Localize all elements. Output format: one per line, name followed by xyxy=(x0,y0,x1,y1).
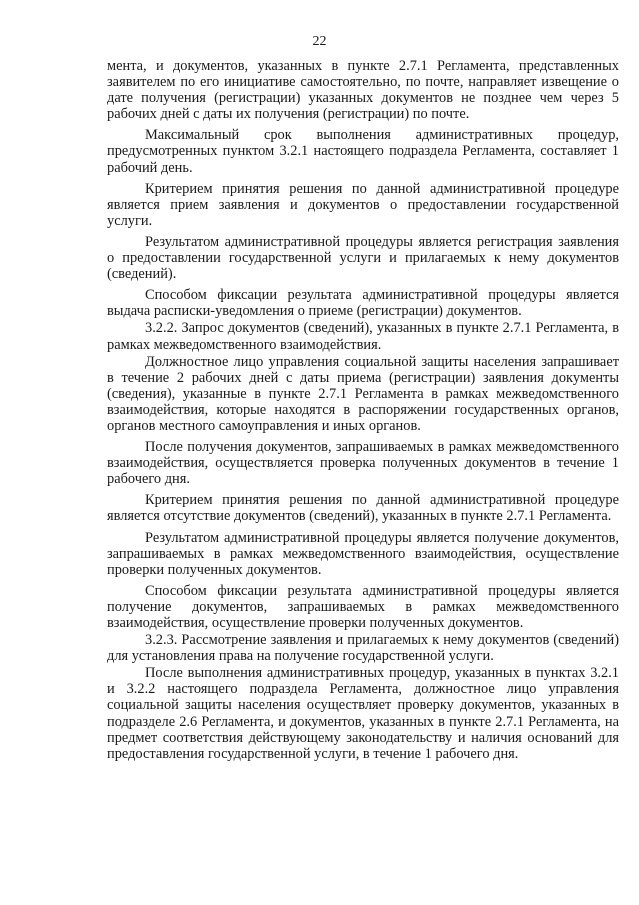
paragraph-after-procedures: После выполнения административных процедур, указанных в пунктах 3.2.1 и 3.2.2 настоящего подраздела Регламента, должностное лицо управления социальной защиты населения осуществляет проверку документов, указанных в подразделе 2.6 Регламента, и документов, указанных в пункте 2.7.1 Регламента, на предмет соответствия действующему законодательству и наличия оснований для предоставления государственной услуги, в течение 1 рабочего дня. xyxy=(107,665,619,762)
paragraph-section-3-2-3: 3.2.3. Рассмотрение заявления и прилагаемых к нему документов (сведений) для установления права на получение государственной услуги. xyxy=(107,632,619,665)
paragraph-max-time: Максимальный срок выполнения административных процедур, предусмотренных пунктом 3.2.1 настоящего подраздела Регламента, составляет 1 рабочий день. xyxy=(107,127,619,176)
paragraph-result-1: Результатом административной процедуры является регистрация заявления о предоставлении государственной услуги и прилагаемых к нему документов (сведений). xyxy=(107,233,619,283)
paragraph-criterion-1: Критерием принятия решения по данной административной процедуре является прием заявления и документов о предоставлении государственной услуги. xyxy=(107,180,619,229)
paragraph-after-receipt: После получения документов, запрашиваемых в рамках межведомственного взаимодействия, осуществляется проверка полученных документов в течение 1 рабочего дня. xyxy=(107,439,619,488)
document-body xyxy=(107,58,619,767)
paragraph-continuation: мента, и документов, указанных в пункте 2.7.1 Регламента, представленных заявителем по его инициативе самостоятельно, по почте, направляет извещение о дате получения (регистрации) указанных документов не позднее чем через 5 рабочих дней с даты их получения (регистрации) по почте. xyxy=(107,58,619,123)
paragraph-result-2: Результатом административной процедуры является получение документов, запрашиваемых в рамках межведомственного взаимодействия, осуществление проверки полученных документов. xyxy=(107,529,619,578)
page-number: 22 xyxy=(312,34,327,49)
paragraph-fixation-1: Способом фиксации результата административной процедуры является выдача расписки-уведомления о приеме (регистрации) документов. xyxy=(107,287,619,320)
paragraph-fixation-2: Способом фиксации результата административной процедуры является получение документов, запрашиваемых в рамках межведомственного взаимодействия, осуществление проверки полученных документов. xyxy=(107,582,619,631)
paragraph-criterion-2: Критерием принятия решения по данной административной процедуре является отсутствие документов (сведений), указанных в пункте 2.7.1 Регламента. xyxy=(107,492,619,525)
paragraph-section-3-2-2: 3.2.2. Запрос документов (сведений), указанных в пункте 2.7.1 Регламента, в рамках межведомственного взаимодействия. xyxy=(107,320,619,353)
paragraph-official-request: Должностное лицо управления социальной защиты населения запрашивает в течение 2 рабочих дней с даты приема (регистрации) заявления документы (сведения), указанные в пункте 2.7.1 Регламента в рамках межведомственного взаимодействия, которые находятся в распоряжении государственных органов, органов местного самоуправления и иных органов. xyxy=(107,353,619,434)
